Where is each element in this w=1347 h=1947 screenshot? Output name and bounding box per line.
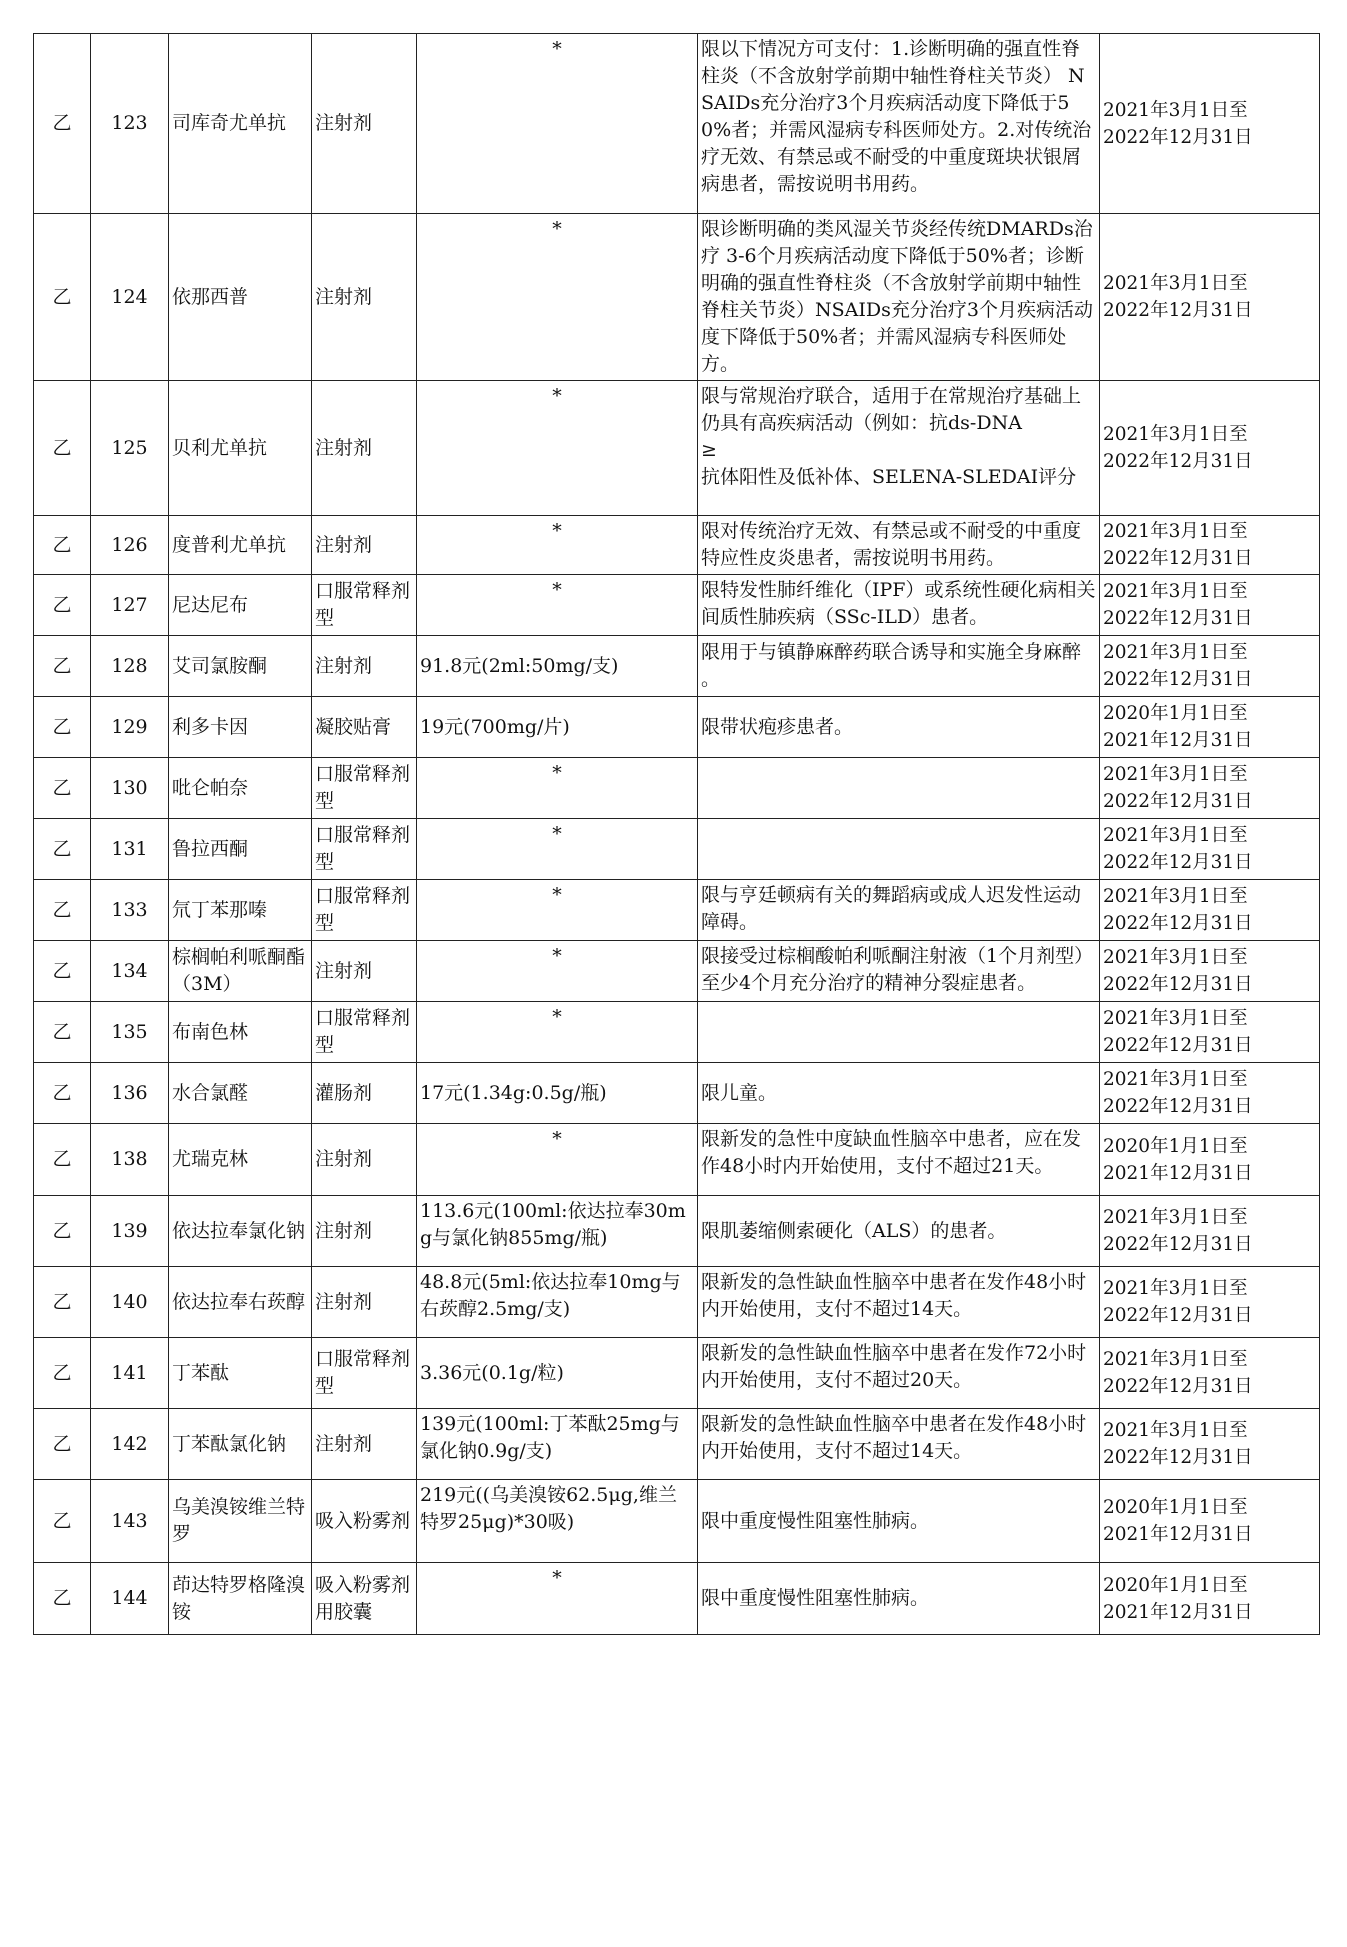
table-row [34, 941, 1320, 1002]
class-cell: 乙 [34, 1002, 91, 1063]
class-cell: 乙 [34, 214, 91, 381]
table-row [34, 880, 1320, 941]
price-asterisk: * [552, 884, 562, 906]
class-cell: 乙 [34, 758, 91, 819]
drug-name-cell: 贝利尤单抗 [169, 381, 312, 516]
restriction-cell [698, 1002, 1100, 1063]
class-cell: 乙 [34, 1409, 91, 1480]
class-cell: 乙 [34, 1267, 91, 1338]
validity-period-cell: 2021年3月1日至 2022年12月31日 [1100, 1196, 1320, 1267]
validity-period-cell: 2020年1月1日至 2021年12月31日 [1100, 1563, 1320, 1635]
drug-name-cell: 度普利尤单抗 [169, 516, 312, 575]
price-cell: 48.8元(5ml:依达拉奉10mg与右莰醇2.5mg/支) [417, 1267, 698, 1338]
price-cell [417, 758, 698, 819]
class-cell: 乙 [34, 34, 91, 214]
price-asterisk: * [552, 1128, 562, 1150]
number-cell: 138 [91, 1124, 169, 1196]
number-cell: 127 [91, 575, 169, 636]
dosage-form-cell: 注射剂 [312, 1267, 417, 1338]
restriction-cell: 限对传统治疗无效、有禁忌或不耐受的中重度特应性皮炎患者，需按说明书用药。 [698, 516, 1100, 575]
validity-period-cell: 2020年1月1日至 2021年12月31日 [1100, 1124, 1320, 1196]
drug-name-cell: 丁苯酞 [169, 1338, 312, 1409]
restriction-cell: 限儿童。 [698, 1063, 1100, 1124]
table-row [34, 516, 1320, 575]
table-row [34, 381, 1320, 516]
number-cell: 130 [91, 758, 169, 819]
drug-name-cell: 水合氯醛 [169, 1063, 312, 1124]
drug-name-cell: 尼达尼布 [169, 575, 312, 636]
class-cell: 乙 [34, 1124, 91, 1196]
price-cell [417, 575, 698, 636]
drug-name-cell: 吡仑帕奈 [169, 758, 312, 819]
price-cell [417, 1563, 698, 1635]
dosage-form-cell: 注射剂 [312, 516, 417, 575]
price-asterisk: * [552, 385, 562, 407]
number-cell: 126 [91, 516, 169, 575]
validity-period-cell: 2020年1月1日至 2021年12月31日 [1100, 1480, 1320, 1563]
price-cell: 113.6元(100ml:依达拉奉30mg与氯化钠855mg/瓶) [417, 1196, 698, 1267]
price-cell [417, 1002, 698, 1063]
restriction-cell: 限用于与镇静麻醉药联合诱导和实施全身麻醉 。 [698, 636, 1100, 697]
number-cell: 125 [91, 381, 169, 516]
drug-name-cell: 尤瑞克林 [169, 1124, 312, 1196]
validity-period-cell: 2021年3月1日至 2022年12月31日 [1100, 819, 1320, 880]
price-cell [417, 1124, 698, 1196]
validity-period-cell: 2021年3月1日至 2022年12月31日 [1100, 1338, 1320, 1409]
table-row [34, 758, 1320, 819]
number-cell: 140 [91, 1267, 169, 1338]
price-asterisk: * [552, 823, 562, 845]
validity-period-cell: 2021年3月1日至 2022年12月31日 [1100, 758, 1320, 819]
dosage-form-cell: 灌肠剂 [312, 1063, 417, 1124]
price-cell [417, 819, 698, 880]
table-row [34, 819, 1320, 880]
dosage-form-cell: 口服常释剂型 [312, 758, 417, 819]
validity-period-cell: 2021年3月1日至 2022年12月31日 [1100, 1002, 1320, 1063]
price-cell [417, 880, 698, 941]
price-cell [417, 941, 698, 1002]
restriction-cell [698, 758, 1100, 819]
price-cell: 139元(100ml:丁苯酞25mg与氯化钠0.9g/支) [417, 1409, 698, 1480]
dosage-form-cell: 吸入粉雾剂用胶囊 [312, 1563, 417, 1635]
table-row [34, 1196, 1320, 1267]
validity-period-cell: 2020年1月1日至 2021年12月31日 [1100, 697, 1320, 758]
dosage-form-cell: 注射剂 [312, 214, 417, 381]
table-row [34, 1267, 1320, 1338]
drug-name-cell: 布南色林 [169, 1002, 312, 1063]
number-cell: 123 [91, 34, 169, 214]
dosage-form-cell: 口服常释剂型 [312, 819, 417, 880]
price-asterisk: * [552, 218, 562, 240]
dosage-form-cell: 注射剂 [312, 381, 417, 516]
dosage-form-cell: 注射剂 [312, 941, 417, 1002]
price-asterisk: * [552, 38, 562, 60]
class-cell: 乙 [34, 1196, 91, 1267]
number-cell: 129 [91, 697, 169, 758]
drug-name-cell: 茚达特罗格隆溴铵 [169, 1563, 312, 1635]
restriction-cell [698, 819, 1100, 880]
drug-name-cell: 棕榈帕利哌酮酯（3M） [169, 941, 312, 1002]
restriction-cell: 限以下情况方可支付：1.诊断明确的强直性脊柱炎（不含放射学前期中轴性脊柱关节炎） NSAIDs充分治疗3个月疾病活动度下降低于50%者；并需风湿病专科医师处方。2.对传统治疗无效、有禁忌或不耐受的中重度斑块状银屑病患者，需按说明书用药。 [698, 34, 1100, 214]
validity-period-cell: 2021年3月1日至 2022年12月31日 [1100, 1409, 1320, 1480]
class-cell: 乙 [34, 941, 91, 1002]
restriction-cell: 限与常规治疗联合，适用于在常规治疗基础上仍具有高疾病活动（例如：抗ds-DNA ≥ 抗体阳性及低补体、SELENA-SLEDAI评分 [698, 381, 1100, 516]
validity-period-cell: 2021年3月1日至 2022年12月31日 [1100, 381, 1320, 516]
restriction-cell: 限接受过棕榈酸帕利哌酮注射液（1个月剂型）至少4个月充分治疗的精神分裂症患者。 [698, 941, 1100, 1002]
price-asterisk: * [552, 520, 562, 542]
validity-period-cell: 2021年3月1日至 2022年12月31日 [1100, 1063, 1320, 1124]
dosage-form-cell: 注射剂 [312, 34, 417, 214]
restriction-cell: 限中重度慢性阻塞性肺病。 [698, 1480, 1100, 1563]
price-cell: 219元((乌美溴铵62.5μg,维兰特罗25μg)*30吸) [417, 1480, 698, 1563]
number-cell: 131 [91, 819, 169, 880]
table-row [34, 1002, 1320, 1063]
restriction-cell: 限与亨廷顿病有关的舞蹈病或成人迟发性运动 障碍。 [698, 880, 1100, 941]
dosage-form-cell: 吸入粉雾剂 [312, 1480, 417, 1563]
table-row [34, 1063, 1320, 1124]
drug-name-cell: 鲁拉西酮 [169, 819, 312, 880]
class-cell: 乙 [34, 1338, 91, 1409]
drug-name-cell: 依达拉奉氯化钠 [169, 1196, 312, 1267]
price-asterisk: * [552, 945, 562, 967]
validity-period-cell: 2021年3月1日至 2022年12月31日 [1100, 516, 1320, 575]
dosage-form-cell: 凝胶贴膏 [312, 697, 417, 758]
dosage-form-cell: 口服常释剂型 [312, 880, 417, 941]
dosage-form-cell: 口服常释剂型 [312, 1338, 417, 1409]
dosage-form-cell: 口服常释剂型 [312, 1002, 417, 1063]
restriction-cell: 限新发的急性缺血性脑卒中患者在发作48小时内开始使用，支付不超过14天。 [698, 1267, 1100, 1338]
price-cell [417, 516, 698, 575]
restriction-cell: 限新发的急性中度缺血性脑卒中患者，应在发作48小时内开始使用，支付不超过21天。 [698, 1124, 1100, 1196]
price-cell: 19元(700mg/片) [417, 697, 698, 758]
drug-name-cell: 依达拉奉右莰醇 [169, 1267, 312, 1338]
dosage-form-cell: 口服常释剂型 [312, 575, 417, 636]
number-cell: 134 [91, 941, 169, 1002]
dosage-form-cell: 注射剂 [312, 1409, 417, 1480]
validity-period-cell: 2021年3月1日至 2022年12月31日 [1100, 880, 1320, 941]
price-asterisk: * [552, 579, 562, 601]
class-cell: 乙 [34, 636, 91, 697]
number-cell: 124 [91, 214, 169, 381]
drug-name-cell: 氘丁苯那嗪 [169, 880, 312, 941]
restriction-cell: 限新发的急性缺血性脑卒中患者在发作72小时内开始使用，支付不超过20天。 [698, 1338, 1100, 1409]
drug-table [33, 33, 1320, 1635]
number-cell: 136 [91, 1063, 169, 1124]
drug-name-cell: 司库奇尤单抗 [169, 34, 312, 214]
class-cell: 乙 [34, 819, 91, 880]
table-body [34, 34, 1320, 1635]
validity-period-cell: 2021年3月1日至 2022年12月31日 [1100, 575, 1320, 636]
drug-name-cell: 依那西普 [169, 214, 312, 381]
class-cell: 乙 [34, 381, 91, 516]
number-cell: 143 [91, 1480, 169, 1563]
table-row [34, 214, 1320, 381]
restriction-cell: 限肌萎缩侧索硬化（ALS）的患者。 [698, 1196, 1100, 1267]
price-asterisk: * [552, 762, 562, 784]
table-row [34, 1338, 1320, 1409]
validity-period-cell: 2021年3月1日至 2022年12月31日 [1100, 1267, 1320, 1338]
restriction-cell: 限诊断明确的类风湿关节炎经传统DMARDs治疗 3-6个月疾病活动度下降低于50%者；诊断明确的强直性脊柱炎（不含放射学前期中轴性脊柱关节炎）NSAIDs充分治疗3个月疾病活动度下降低于50%者；并需风湿病专科医师处方。 [698, 214, 1100, 381]
number-cell: 142 [91, 1409, 169, 1480]
table-row [34, 34, 1320, 214]
price-cell: 3.36元(0.1g/粒) [417, 1338, 698, 1409]
table-row [34, 575, 1320, 636]
drug-name-cell: 艾司氯胺酮 [169, 636, 312, 697]
validity-period-cell: 2021年3月1日至 2022年12月31日 [1100, 34, 1320, 214]
price-asterisk: * [552, 1567, 562, 1589]
table-row [34, 636, 1320, 697]
price-asterisk: * [552, 1006, 562, 1028]
table-row [34, 1409, 1320, 1480]
class-cell: 乙 [34, 575, 91, 636]
number-cell: 144 [91, 1563, 169, 1635]
table-row [34, 1124, 1320, 1196]
dosage-form-cell: 注射剂 [312, 1196, 417, 1267]
restriction-cell: 限特发性肺纤维化（IPF）或系统性硬化病相关间质性肺疾病（SSc-ILD）患者。 [698, 575, 1100, 636]
price-cell [417, 381, 698, 516]
class-cell: 乙 [34, 516, 91, 575]
dosage-form-cell: 注射剂 [312, 636, 417, 697]
drug-name-cell: 丁苯酞氯化钠 [169, 1409, 312, 1480]
number-cell: 139 [91, 1196, 169, 1267]
class-cell: 乙 [34, 1063, 91, 1124]
number-cell: 135 [91, 1002, 169, 1063]
drug-name-cell: 利多卡因 [169, 697, 312, 758]
class-cell: 乙 [34, 697, 91, 758]
validity-period-cell: 2021年3月1日至 2022年12月31日 [1100, 941, 1320, 1002]
number-cell: 141 [91, 1338, 169, 1409]
dosage-form-cell: 注射剂 [312, 1124, 417, 1196]
validity-period-cell: 2021年3月1日至 2022年12月31日 [1100, 214, 1320, 381]
restriction-cell: 限带状疱疹患者。 [698, 697, 1100, 758]
number-cell: 133 [91, 880, 169, 941]
restriction-cell: 限中重度慢性阻塞性肺病。 [698, 1563, 1100, 1635]
price-cell: 91.8元(2ml:50mg/支) [417, 636, 698, 697]
class-cell: 乙 [34, 1480, 91, 1563]
price-cell [417, 34, 698, 214]
price-cell [417, 214, 698, 381]
class-cell: 乙 [34, 880, 91, 941]
table-row [34, 1480, 1320, 1563]
drug-name-cell: 乌美溴铵维兰特罗 [169, 1480, 312, 1563]
validity-period-cell: 2021年3月1日至 2022年12月31日 [1100, 636, 1320, 697]
price-cell: 17元(1.34g:0.5g/瓶) [417, 1063, 698, 1124]
table-row [34, 697, 1320, 758]
class-cell: 乙 [34, 1563, 91, 1635]
table-row [34, 1563, 1320, 1635]
number-cell: 128 [91, 636, 169, 697]
restriction-cell: 限新发的急性缺血性脑卒中患者在发作48小时内开始使用，支付不超过14天。 [698, 1409, 1100, 1480]
